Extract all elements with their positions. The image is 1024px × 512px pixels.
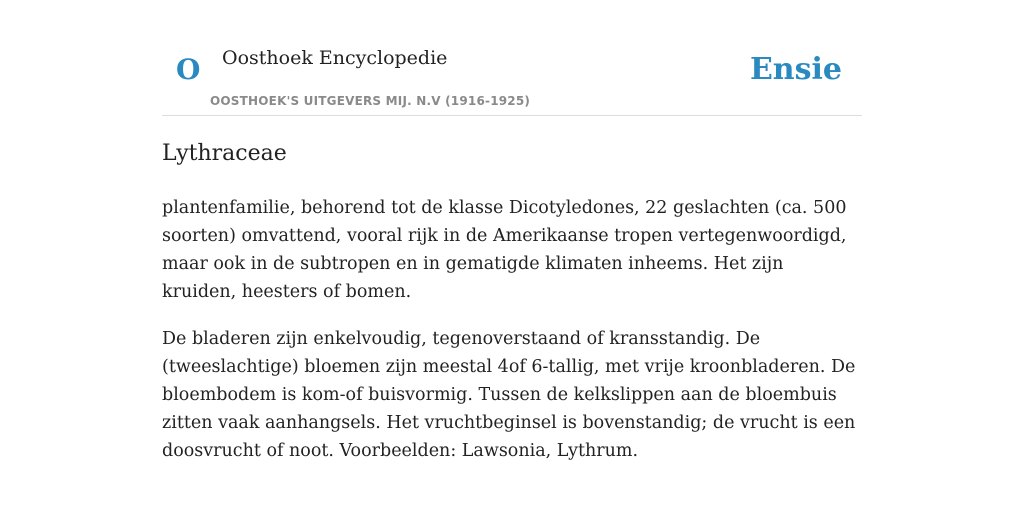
publisher-subtitle: OOSTHOEK'S UITGEVERS MIJ. N.V (1916-1925) bbox=[210, 94, 531, 108]
encyclopedia-header bbox=[162, 0, 862, 116]
entry-paragraph-2: De bladeren zijn enkelvoudig, tegenoverstaand of kransstandig. De (tweeslachtige) bloemen zijn meestal 4of 6-tallig, met vrije kroonbladeren. De bloembodem is kom-of buisvormig. Tussen de kelkslippen aan de bloembuis zitten vaak aanhangsels. Het vruchtbeginsel is bovenstandig; de vrucht is een doosvrucht of noot. Voorbeelden: Lawsonia, Lythrum. bbox=[162, 329, 856, 461]
encyclopedia-logo-icon[interactable]: O bbox=[176, 53, 201, 86]
ensie-brand-logo[interactable]: Ensie bbox=[749, 52, 842, 87]
entry-title: Lythraceae bbox=[162, 141, 287, 166]
content-container bbox=[162, 0, 862, 465]
encyclopedia-title-link[interactable]: Oosthoek Encyclopedie bbox=[222, 47, 448, 69]
entry-paragraph-1: plantenfamilie, behorend tot de klasse Dicotyledones, 22 geslachten (ca. 500 soorten) omvattend, vooral rijk in de Amerikaanse tropen vertegenwoordigd, maar ook in de subtropen en in gematigde klimaten inheems. Het zijn kruiden, heesters of bomen. bbox=[162, 198, 847, 302]
entry-body bbox=[162, 194, 862, 465]
